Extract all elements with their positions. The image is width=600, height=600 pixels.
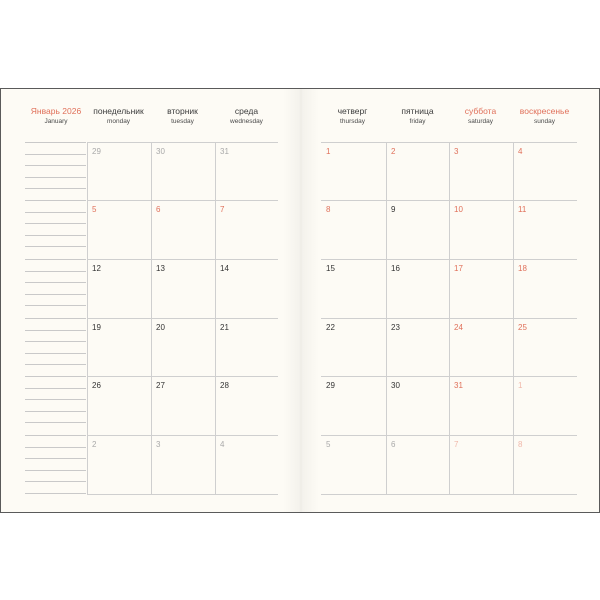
notes-line[interactable] [25, 364, 86, 365]
day-number[interactable]: 2 [391, 147, 396, 156]
day-number[interactable]: 31 [220, 147, 229, 156]
day-name: пятница [401, 106, 434, 116]
notes-line[interactable] [25, 470, 86, 471]
day-number[interactable]: 12 [92, 264, 101, 273]
notes-line[interactable] [25, 154, 86, 155]
day-number[interactable]: 28 [220, 381, 229, 390]
day-name: воскресенье [519, 106, 570, 116]
notes-line[interactable] [25, 447, 86, 448]
notes-line[interactable] [25, 259, 86, 260]
day-number[interactable]: 3 [454, 147, 459, 156]
day-name: вторник [167, 106, 198, 116]
notes-line[interactable] [25, 353, 86, 354]
day-header-sunday [507, 106, 582, 126]
day-number[interactable]: 13 [156, 264, 165, 273]
week-row-line [87, 435, 278, 436]
day-name: понедельник [93, 106, 144, 116]
day-number[interactable]: 20 [156, 323, 165, 332]
notes-line[interactable] [25, 458, 86, 459]
day-number[interactable]: 8 [518, 440, 523, 449]
day-number[interactable]: 29 [326, 381, 335, 390]
day-name-en: tuesday [171, 118, 194, 125]
day-number[interactable]: 3 [156, 440, 161, 449]
column-divider [449, 142, 450, 494]
week-row-line [87, 376, 278, 377]
day-number[interactable]: 5 [92, 205, 97, 214]
month-title-en: January [44, 118, 68, 125]
day-header-thursday [315, 106, 390, 126]
notes-line[interactable] [25, 165, 86, 166]
notes-line[interactable] [25, 305, 86, 306]
notes-line[interactable] [25, 341, 86, 342]
week-row-line [87, 259, 278, 260]
day-number[interactable]: 10 [454, 205, 463, 214]
day-number[interactable]: 30 [156, 147, 165, 156]
day-number[interactable]: 22 [326, 323, 335, 332]
day-name: четверг [337, 106, 368, 116]
day-number[interactable]: 16 [391, 264, 400, 273]
day-number[interactable]: 6 [156, 205, 161, 214]
planner-spread [0, 88, 600, 513]
day-number[interactable]: 11 [518, 205, 527, 214]
notes-line[interactable] [25, 142, 86, 143]
notes-line[interactable] [25, 411, 86, 412]
day-name-en: sunday [534, 118, 555, 125]
day-number[interactable]: 26 [92, 381, 101, 390]
day-number[interactable]: 4 [518, 147, 523, 156]
column-divider [151, 142, 152, 494]
week-row-line [87, 200, 278, 201]
day-number[interactable]: 21 [220, 323, 229, 332]
day-number[interactable]: 7 [220, 205, 225, 214]
notes-line[interactable] [25, 271, 86, 272]
notes-line[interactable] [25, 223, 86, 224]
day-name-en: wednesday [230, 118, 263, 125]
column-divider [513, 142, 514, 494]
column-divider [386, 142, 387, 494]
day-number[interactable]: 2 [92, 440, 97, 449]
day-header-wednesday [209, 106, 284, 126]
week-row-line [87, 494, 278, 495]
notes-line[interactable] [25, 388, 86, 389]
notes-line[interactable] [25, 177, 86, 178]
week-row-line [321, 494, 577, 495]
notes-line[interactable] [25, 212, 86, 213]
day-number[interactable]: 1 [326, 147, 331, 156]
notes-line[interactable] [25, 493, 86, 494]
month-title: Январь 2026 [30, 106, 82, 116]
day-number[interactable]: 18 [518, 264, 527, 273]
day-number[interactable]: 31 [454, 381, 463, 390]
notes-line[interactable] [25, 200, 86, 201]
day-name-en: thursday [340, 118, 365, 125]
day-number[interactable]: 19 [92, 323, 101, 332]
notes-line[interactable] [25, 188, 86, 189]
notes-line[interactable] [25, 435, 86, 436]
day-name: среда [234, 106, 259, 116]
notes-line[interactable] [25, 399, 86, 400]
book-gutter [283, 89, 319, 512]
day-name-en: friday [409, 118, 426, 125]
day-number[interactable]: 27 [156, 381, 165, 390]
notes-line[interactable] [25, 235, 86, 236]
day-number[interactable]: 25 [518, 323, 527, 332]
day-name: суббота [464, 106, 497, 116]
notes-line[interactable] [25, 481, 86, 482]
day-number[interactable]: 5 [326, 440, 331, 449]
day-number[interactable]: 17 [454, 264, 463, 273]
day-number[interactable]: 4 [220, 440, 225, 449]
week-row-line [87, 318, 278, 319]
notes-line[interactable] [25, 294, 86, 295]
day-name-en: monday [106, 118, 131, 125]
notes-line[interactable] [25, 246, 86, 247]
week-row-line [87, 142, 278, 143]
day-number[interactable]: 9 [391, 205, 396, 214]
day-number[interactable]: 14 [220, 264, 229, 273]
day-number[interactable]: 29 [92, 147, 101, 156]
column-divider [87, 142, 88, 494]
day-number[interactable]: 8 [326, 205, 331, 214]
notes-line[interactable] [25, 422, 86, 423]
day-number[interactable]: 1 [518, 381, 523, 390]
notes-line[interactable] [25, 318, 86, 319]
day-number[interactable]: 30 [391, 381, 400, 390]
day-number[interactable]: 23 [391, 323, 400, 332]
day-number[interactable]: 15 [326, 264, 335, 273]
column-divider [215, 142, 216, 494]
notes-line[interactable] [25, 330, 86, 331]
day-number[interactable]: 6 [391, 440, 396, 449]
day-name-en: saturday [468, 118, 493, 125]
notes-line[interactable] [25, 282, 86, 283]
notes-line[interactable] [25, 376, 86, 377]
day-number[interactable]: 7 [454, 440, 459, 449]
day-number[interactable]: 24 [454, 323, 463, 332]
